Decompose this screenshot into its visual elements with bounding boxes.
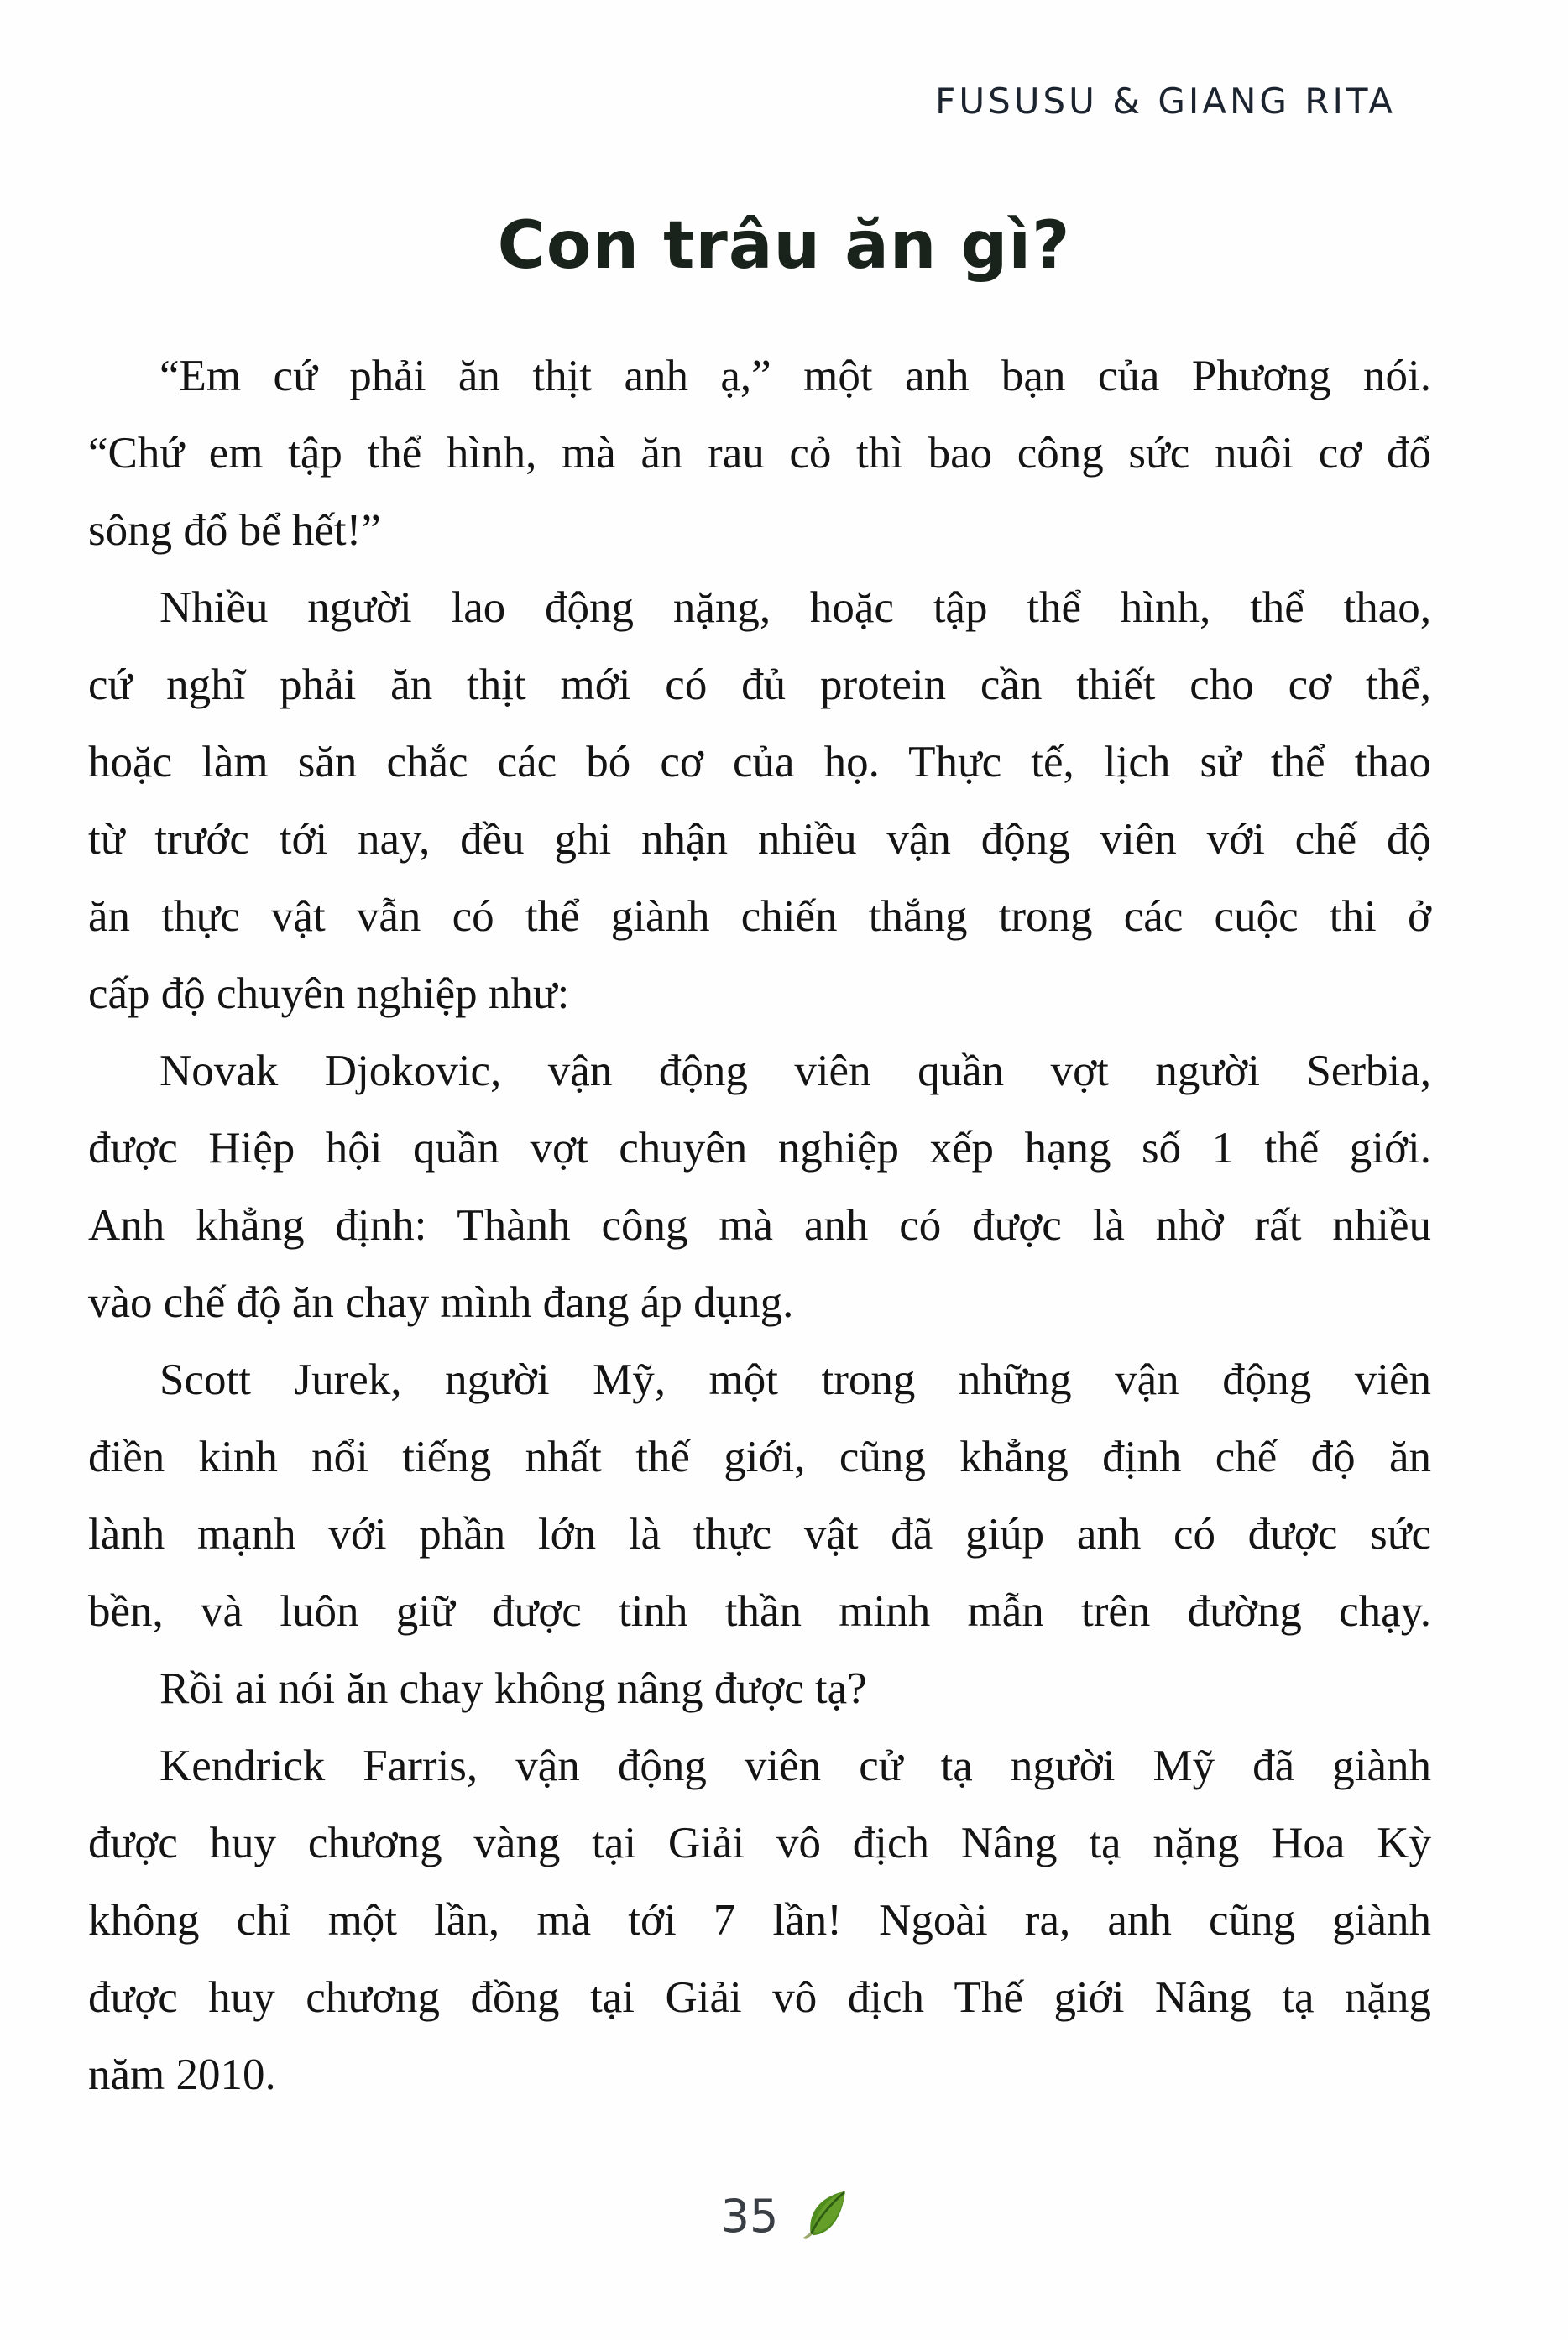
page-footer: [0, 2187, 1568, 2245]
text-line: “Em cứ phải ăn thịt anh ạ,” một anh bạn của Phương nói.: [159, 352, 1431, 400]
text-line: được huy chương vàng tại Giải vô địch Nâng tạ nặng Hoa Kỳ: [88, 1819, 1431, 1867]
chapter-title: Con trâu ăn gì?: [497, 208, 1071, 284]
leaf-icon: [801, 2185, 850, 2247]
paragraph: [88, 1032, 1431, 1341]
text-line: Anh khẳng định: Thành công mà anh có được là nhờ rất nhiều: [88, 1201, 1431, 1250]
text-line: từ trước tới nay, đều ghi nhận nhiều vận động viên với chế độ: [88, 815, 1431, 864]
paragraph: [88, 337, 1431, 569]
paragraph: [88, 1341, 1431, 1650]
text-line: điền kinh nổi tiếng nhất thế giới, cũng khẳng định chế độ ăn: [88, 1433, 1431, 1481]
text-line: Novak Djokovic, vận động viên quần vợt người Serbia,: [159, 1047, 1431, 1095]
text-line: vào chế độ ăn chay mình đang áp dụng.: [88, 1278, 794, 1327]
text-line: sông đổ bể hết!”: [88, 506, 381, 555]
paragraph: [88, 1650, 1431, 1727]
running-header: FUSUSU & GIANG RITA: [935, 81, 1396, 122]
text-line: được huy chương đồng tại Giải vô địch Thế giới Nâng tạ nặng: [88, 1973, 1431, 2022]
text-line: hoặc làm săn chắc các bó cơ của họ. Thực tế, lịch sử thể thao: [88, 738, 1431, 786]
text-line: Nhiều người lao động nặng, hoặc tập thể hình, thể thao,: [159, 583, 1431, 632]
text-line: cứ nghĩ phải ăn thịt mới có đủ protein cần thiết cho cơ thể,: [88, 661, 1431, 709]
text-line: không chỉ một lần, mà tới 7 lần! Ngoài ra, anh cũng giành: [88, 1896, 1431, 1945]
page-number: 35: [720, 2190, 779, 2243]
paragraph: [88, 1727, 1431, 2113]
text-line: được Hiệp hội quần vợt chuyên nghiệp xếp hạng số 1 thế giới.: [88, 1124, 1431, 1173]
text-line: “Chứ em tập thể hình, mà ăn rau cỏ thì bao công sức nuôi cơ đổ: [88, 429, 1431, 478]
text-line: Rồi ai nói ăn chay không nâng được tạ?: [159, 1664, 867, 1713]
text-line: cấp độ chuyên nghiệp như:: [88, 969, 570, 1018]
text-line: lành mạnh với phần lớn là thực vật đã giúp anh có được sức: [88, 1510, 1431, 1559]
text-line: ăn thực vật vẫn có thể giành chiến thắng trong các cuộc thi ở: [88, 892, 1431, 941]
text-line: bền, và luôn giữ được tinh thần minh mẫn trên đường chạy.: [88, 1587, 1431, 1636]
body-text: [88, 337, 1431, 2113]
paragraph: [88, 569, 1431, 1032]
text-line: Scott Jurek, người Mỹ, một trong những vận động viên: [159, 1355, 1431, 1404]
text-line: năm 2010.: [88, 2050, 276, 2099]
text-line: Kendrick Farris, vận động viên cử tạ người Mỹ đã giành: [159, 1742, 1431, 1790]
